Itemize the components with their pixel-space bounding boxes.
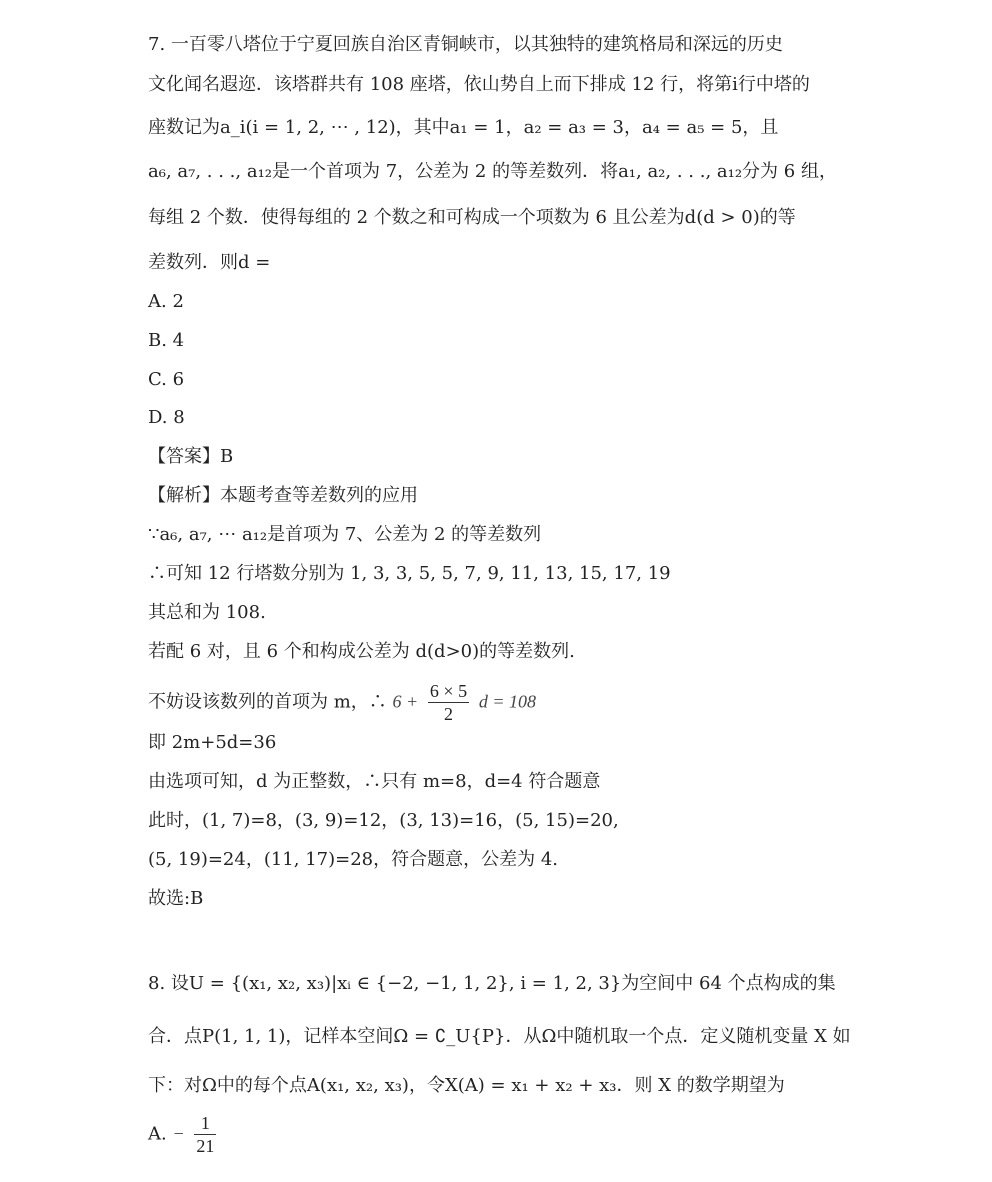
q8-option-a-sign: − [172, 1123, 185, 1144]
q7-option-c: C. 6 [148, 369, 185, 390]
q7-solution-6: 即 2m+5d=36 [148, 732, 277, 753]
q7-solution-5-text: 不妨设该数列的首项为 m，∴ [148, 691, 387, 713]
q7-solution-8: 此时，(1, 7)=8，(3, 9)=12，(3, 13)=16，(5, 15)=20, [148, 810, 619, 831]
q7-solution-5-numerator: 6 × 5 [429, 681, 468, 701]
q8-line-3: 下：对Ω中的每个点A(x₁, x₂, x₃)，令X(A) = x₁ + x₂ + x₃．则 X 的数学期望为 [148, 1075, 785, 1096]
q7-option-b: B. 4 [148, 330, 185, 351]
q8-line-1: 8. 设U = {(x₁, x₂, x₃)|xᵢ ∈ {−2, −1, 1, 2}, i = 1, 2, 3}为空间中 64 个点构成的集 [148, 973, 836, 994]
q7-solution-5-pre: 6 + [392, 691, 419, 712]
q7-line-5: 每组 2 个数．使得每组的 2 个数之和可构成一个项数为 6 且公差为d(d > 0)的等 [148, 207, 796, 228]
q8-option-a-numerator: 1 [194, 1112, 216, 1135]
q7-solution-3: 其总和为 108. [148, 602, 266, 623]
q7-solution-1: ∵a₆, a₇, ⋯ a₁₂是首项为 7、公差为 2 的等差数列 [148, 524, 542, 545]
q7-option-d: D. 8 [148, 407, 185, 428]
q7-line-4: a₆, a₇, . . ., a₁₂是一个首项为 7，公差为 2 的等差数列．将a₁, a₂, . . ., a₁₂分为 6 组， [148, 161, 837, 182]
q7-answer: 【答案】B [148, 446, 234, 467]
q8-option-a-fraction [194, 1112, 216, 1157]
q8-line-2: 合．点P(1, 1, 1)，记样本空间Ω = ∁_U{P}．从Ω中随机取一个点．定义随机变量 X 如 [148, 1026, 851, 1047]
q7-solution-5-post: d = 108 [478, 691, 536, 712]
q7-solution-9: (5, 19)=24，(11, 17)=28，符合题意，公差为 4. [148, 849, 559, 870]
q7-solution-10: 故选:B [148, 888, 204, 909]
q7-line-1: 7. 一百零八塔位于宁夏回族自治区青铜峡市，以其独特的建筑格局和深远的历史 [148, 34, 783, 55]
q7-solution-4: 若配 6 对，且 6 个和构成公差为 d(d>0)的等差数列. [148, 641, 575, 662]
q7-line-3: 座数记为a_i(i = 1, 2, ⋯ , 12)，其中a₁ = 1，a₂ = a₃ = 3，a₄ = a₅ = 5，且 [148, 117, 779, 138]
q8-option-a-denominator: 21 [196, 1136, 215, 1156]
q7-line-2: 文化闻名遐迩．该塔群共有 108 座塔，依山势自上而下排成 12 行，将第i行中塔的 [148, 74, 810, 95]
q7-solution-5-denominator: 2 [444, 704, 453, 724]
q7-analysis: 【解析】本题考查等差数列的应用 [148, 485, 418, 506]
q7-solution-5 [148, 680, 536, 725]
q7-solution-7: 由选项可知，d 为正整数，∴只有 m=8，d=4 符合题意 [148, 771, 601, 792]
q8-option-a [148, 1112, 220, 1157]
q7-solution-2: ∴可知 12 行塔数分别为 1, 3, 3, 5, 5, 7, 9, 11, 13, 15, 17, 19 [148, 563, 671, 584]
q7-solution-5-fraction [428, 680, 469, 725]
q8-option-a-label: A. [148, 1123, 167, 1145]
q7-line-6: 差数列．则d = [148, 252, 271, 273]
q7-option-a: A. 2 [148, 291, 184, 312]
